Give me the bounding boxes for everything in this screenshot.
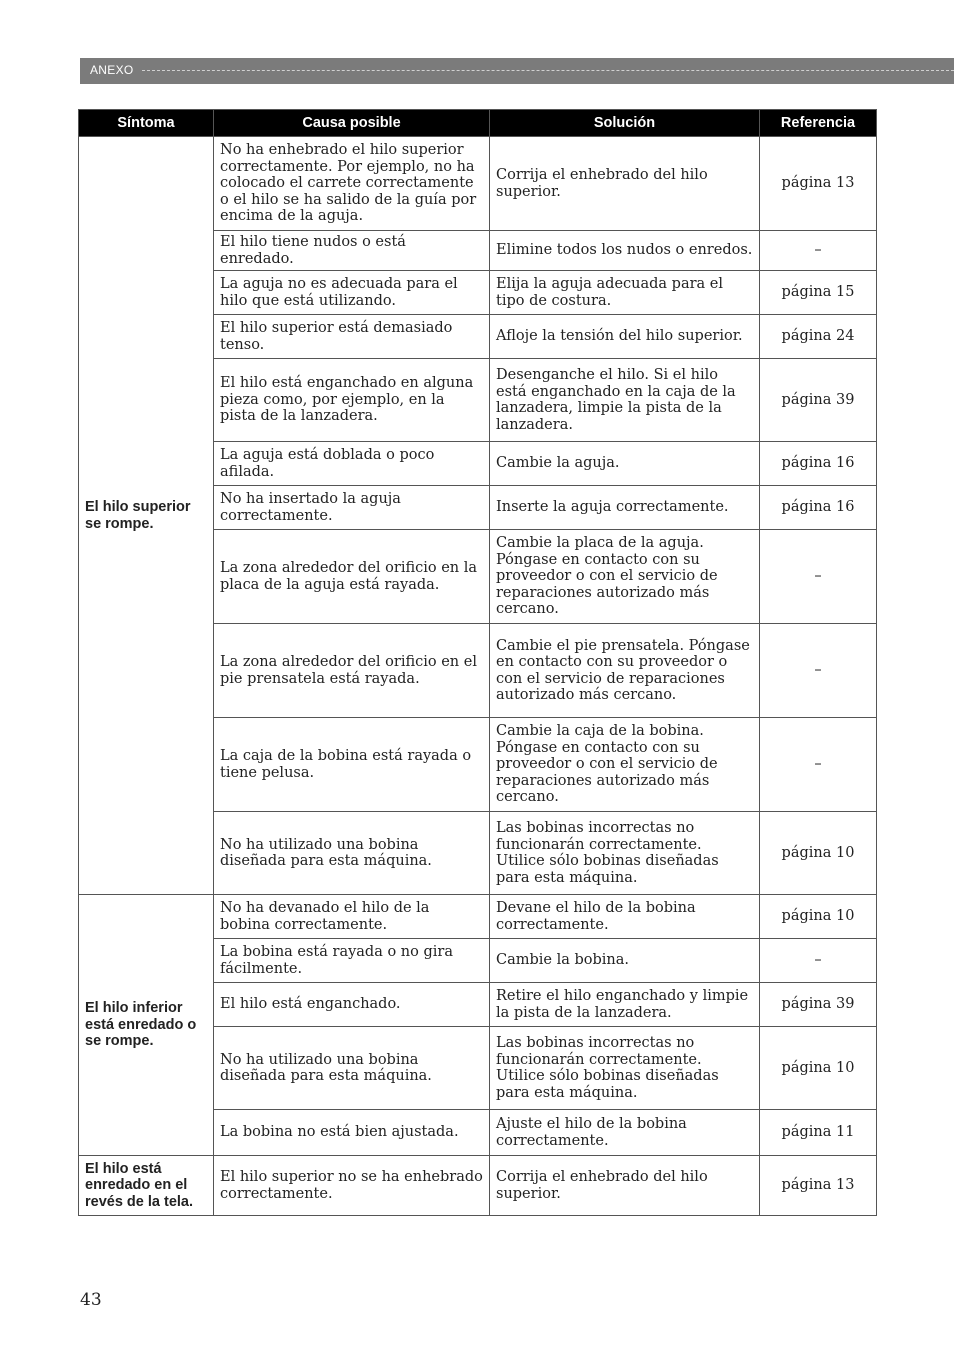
- reference-cell: –: [760, 530, 877, 624]
- solution-cell: Las bobinas incorrectas no funcionarán correctamente. Utilice sólo bobinas diseñadas para esta máquina.: [490, 812, 760, 895]
- cause-cell: No ha enhebrado el hilo superior correctamente. Por ejemplo, no ha colocado el carrete correctamente o el hilo se ha salido de la guía por encima de la aguja.: [214, 137, 490, 231]
- solution-cell: Cambie la caja de la bobina. Póngase en contacto con su proveedor o con el servicio de reparaciones autorizado más cercano.: [490, 718, 760, 812]
- solution-cell: Corrija el enhebrado del hilo superior.: [490, 137, 760, 231]
- cause-cell: El hilo tiene nudos o está enredado.: [214, 231, 490, 271]
- symptom-cell: El hilo superior se rompe.: [79, 137, 214, 895]
- reference-cell: –: [760, 939, 877, 983]
- symptom-cell: El hilo inferior está enredado o se rompe.: [79, 895, 214, 1156]
- reference-cell: página 39: [760, 983, 877, 1027]
- reference-cell: página 15: [760, 271, 877, 315]
- page-number: 43: [80, 1290, 102, 1310]
- cause-cell: El hilo está enganchado.: [214, 983, 490, 1027]
- solution-cell: Elimine todos los nudos o enredos.: [490, 231, 760, 271]
- reference-cell: página 13: [760, 137, 877, 231]
- cause-cell: El hilo superior está demasiado tenso.: [214, 315, 490, 359]
- solution-cell: Afloje la tensión del hilo superior.: [490, 315, 760, 359]
- reference-cell: página 11: [760, 1110, 877, 1156]
- reference-cell: página 13: [760, 1156, 877, 1216]
- cause-cell: No ha utilizado una bobina diseñada para esta máquina.: [214, 1027, 490, 1110]
- table-row: [79, 895, 877, 939]
- solution-cell: Cambie el pie prensatela. Póngase en contacto con su proveedor o con el servicio de reparaciones autorizado más cercano.: [490, 624, 760, 718]
- column-header-reference: Referencia: [760, 110, 877, 137]
- solution-cell: Inserte la aguja correctamente.: [490, 486, 760, 530]
- cause-cell: La caja de la bobina está rayada o tiene pelusa.: [214, 718, 490, 812]
- section-header-bar: [80, 58, 954, 84]
- reference-cell: –: [760, 624, 877, 718]
- solution-cell: Desenganche el hilo. Si el hilo está enganchado en la caja de la lanzadera, limpie la pista de la lanzadera.: [490, 359, 760, 442]
- symptom-cell: El hilo está enredado en el revés de la tela.: [79, 1156, 214, 1216]
- table-header-row: [79, 110, 877, 137]
- reference-cell: página 10: [760, 895, 877, 939]
- table-row: [79, 137, 877, 231]
- cause-cell: La aguja no es adecuada para el hilo que está utilizando.: [214, 271, 490, 315]
- column-header-solution: Solución: [490, 110, 760, 137]
- troubleshooting-table: [78, 109, 877, 1216]
- solution-cell: Las bobinas incorrectas no funcionarán correctamente. Utilice sólo bobinas diseñadas para esta máquina.: [490, 1027, 760, 1110]
- cause-cell: No ha devanado el hilo de la bobina correctamente.: [214, 895, 490, 939]
- cause-cell: La bobina está rayada o no gira fácilmente.: [214, 939, 490, 983]
- solution-cell: Elija la aguja adecuada para el tipo de costura.: [490, 271, 760, 315]
- solution-cell: Cambie la aguja.: [490, 442, 760, 486]
- column-header-symptom: Síntoma: [79, 110, 214, 137]
- reference-cell: –: [760, 718, 877, 812]
- reference-cell: página 16: [760, 486, 877, 530]
- header-dashed-rule: [142, 70, 954, 71]
- table-row: [79, 1156, 877, 1216]
- cause-cell: La aguja está doblada o poco afilada.: [214, 442, 490, 486]
- solution-cell: Retire el hilo enganchado y limpie la pista de la lanzadera.: [490, 983, 760, 1027]
- solution-cell: Ajuste el hilo de la bobina correctamente.: [490, 1110, 760, 1156]
- reference-cell: página 16: [760, 442, 877, 486]
- cause-cell: La zona alrededor del orificio en la placa de la aguja está rayada.: [214, 530, 490, 624]
- cause-cell: El hilo superior no se ha enhebrado correctamente.: [214, 1156, 490, 1216]
- section-label: ANEXO: [90, 63, 134, 77]
- solution-cell: Devane el hilo de la bobina correctamente.: [490, 895, 760, 939]
- cause-cell: No ha insertado la aguja correctamente.: [214, 486, 490, 530]
- cause-cell: La zona alrededor del orificio en el pie prensatela está rayada.: [214, 624, 490, 718]
- reference-cell: página 10: [760, 1027, 877, 1110]
- reference-cell: página 10: [760, 812, 877, 895]
- cause-cell: No ha utilizado una bobina diseñada para esta máquina.: [214, 812, 490, 895]
- cause-cell: El hilo está enganchado en alguna pieza como, por ejemplo, en la pista de la lanzadera.: [214, 359, 490, 442]
- reference-cell: –: [760, 231, 877, 271]
- reference-cell: página 39: [760, 359, 877, 442]
- solution-cell: Corrija el enhebrado del hilo superior.: [490, 1156, 760, 1216]
- solution-cell: Cambie la bobina.: [490, 939, 760, 983]
- column-header-cause: Causa posible: [214, 110, 490, 137]
- cause-cell: La bobina no está bien ajustada.: [214, 1110, 490, 1156]
- solution-cell: Cambie la placa de la aguja. Póngase en contacto con su proveedor o con el servicio de reparaciones autorizado más cercano.: [490, 530, 760, 624]
- reference-cell: página 24: [760, 315, 877, 359]
